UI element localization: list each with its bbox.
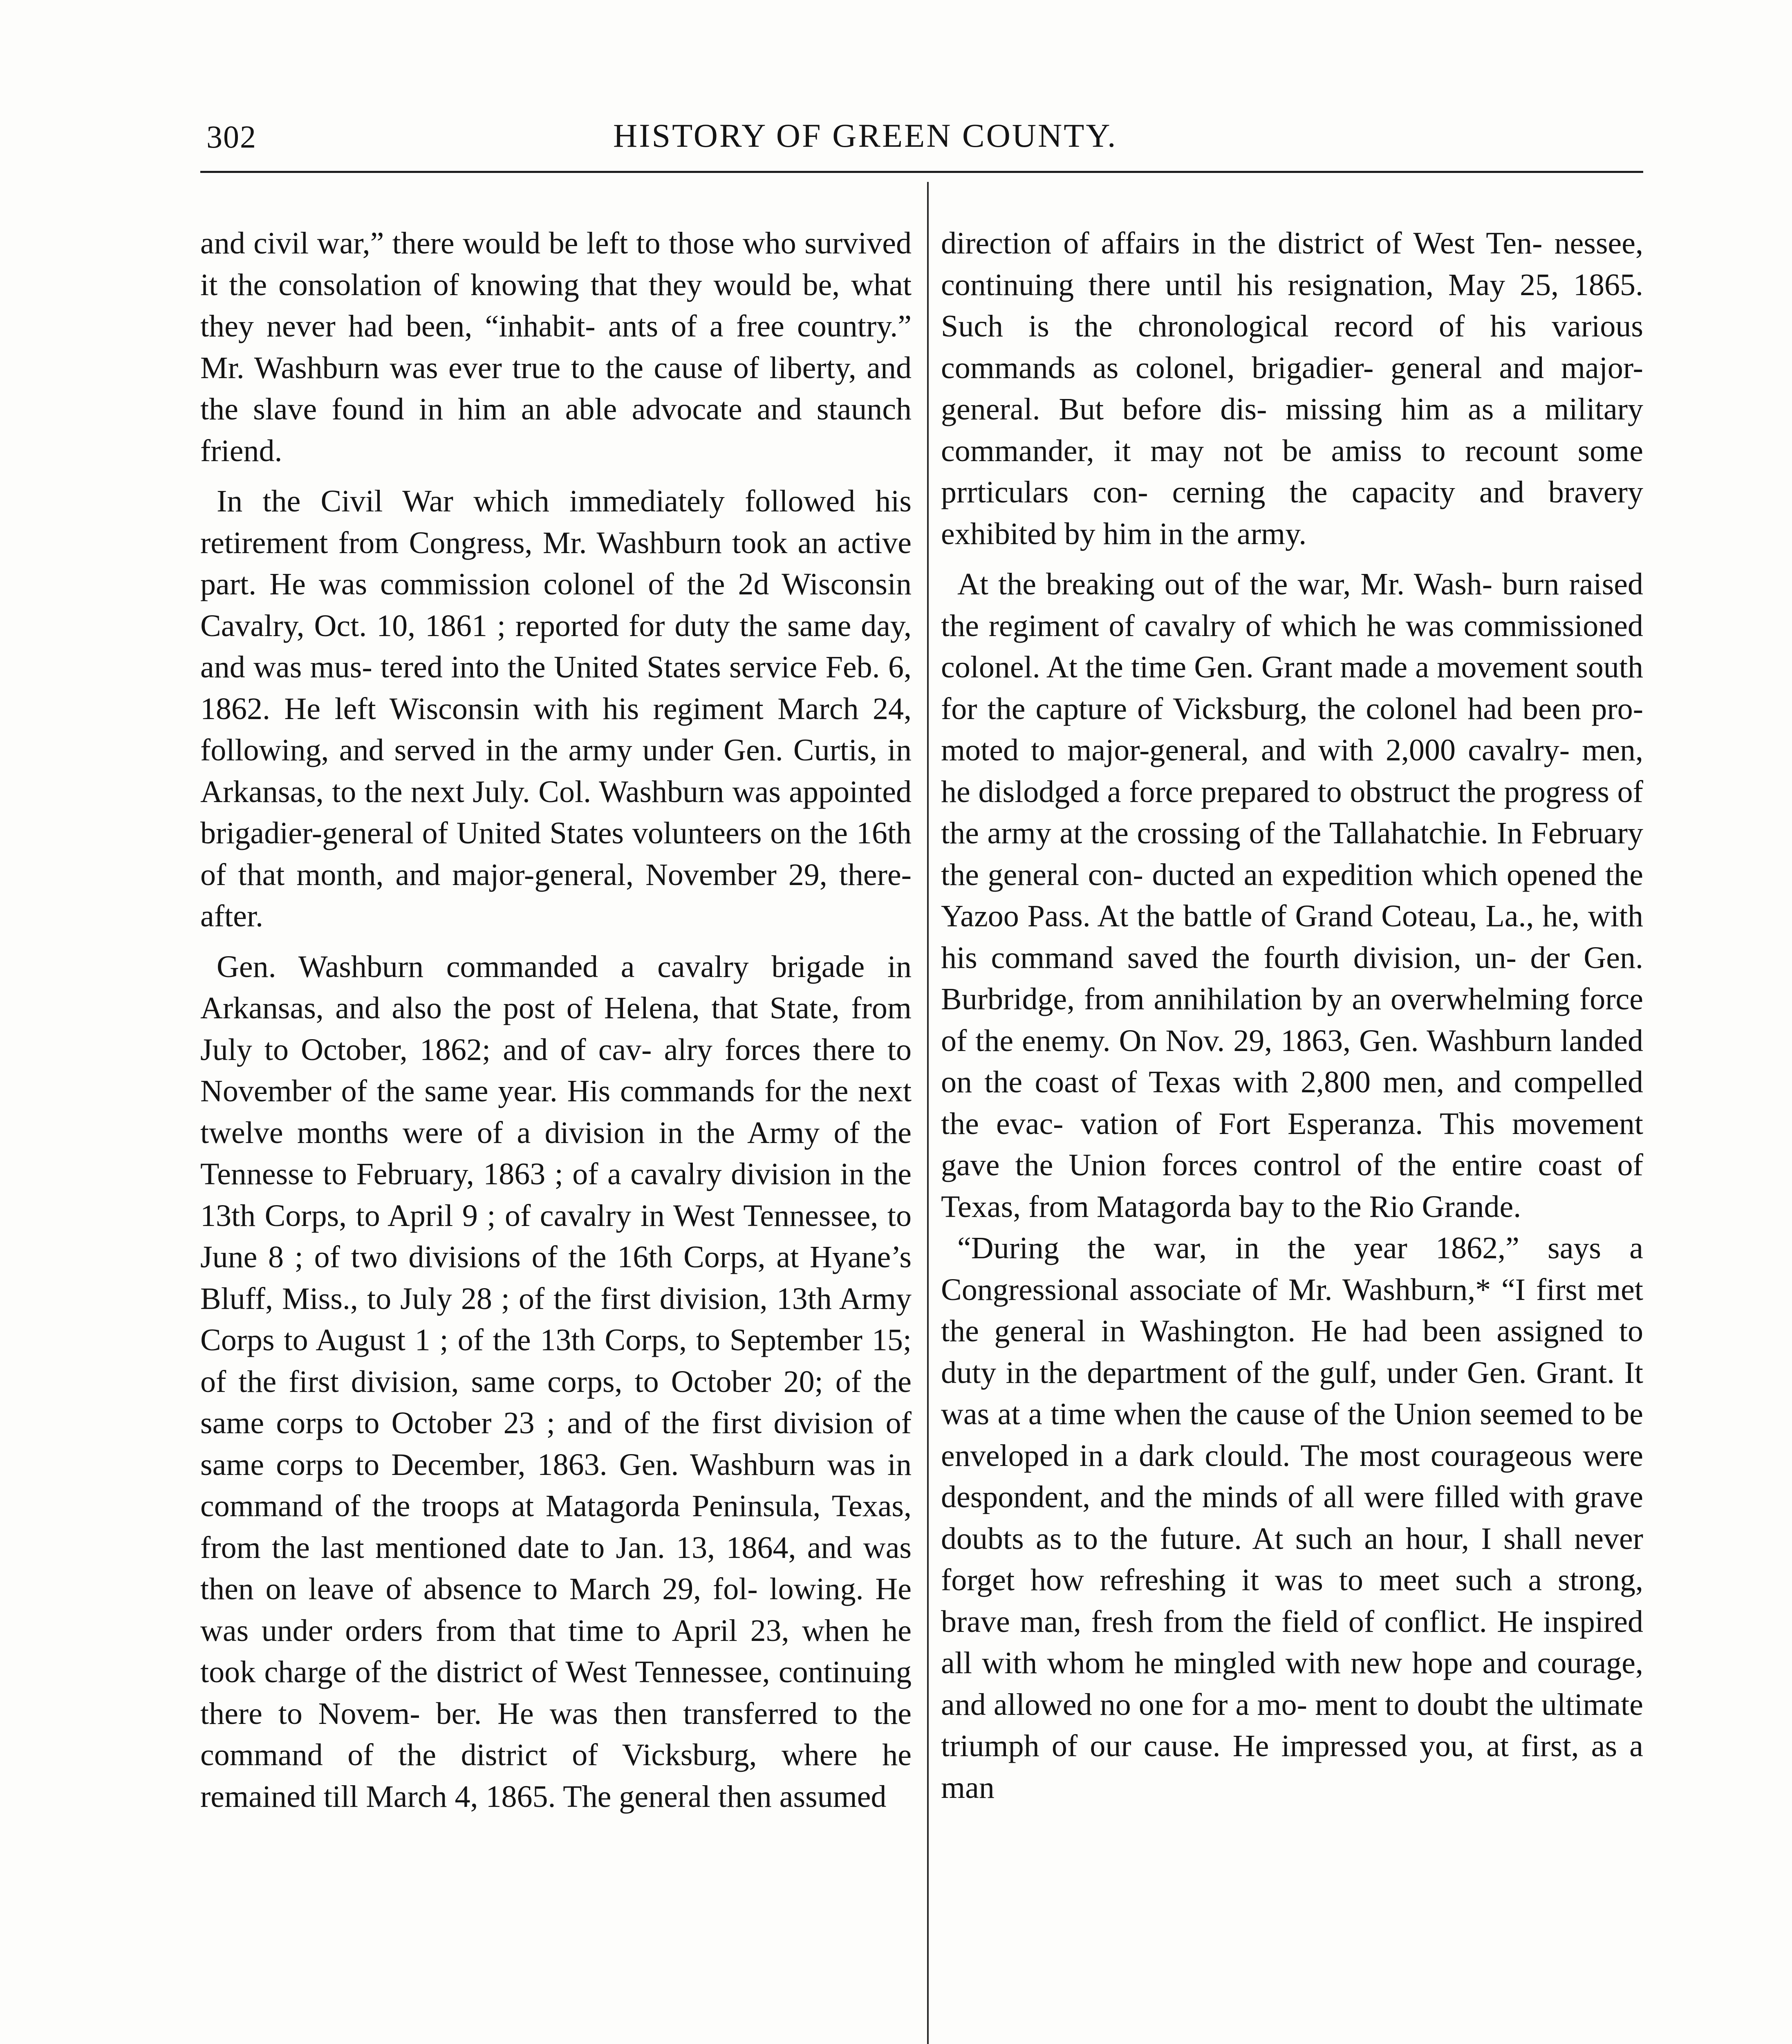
paragraph-left-3: Gen. Washburn commanded a cavalry brigade in Arkansas, and also the post of Helena, that State, from July to October, 1862; and of cav- alry forces there to November of the same year. His commands for the next twelve months were of a division in the Army of the Tennesse to February, 1863 ; of a cavalry division in the 13th Corps, to April 9 ; of cavalry in West Tennessee, to June 8 ; of two divisions of the 16th Corps, at Hyane’s Bluff, Miss., to July 28 ; of the first division, 13th Army Corps to August 1 ; of the 13th Corps, to September 15; of the first division, same corps, to October 20; of the same corps to October 23 ; and of the first division of same corps to December, 1863. Gen. Washburn was in command of the troops at Matagorda Peninsula, Texas, from the last mentioned date to Jan. 13, 1864, and was then on leave of absence to March 29, fol- lowing. He was under orders from that time to April 23, when he took charge of the district of West Tennessee, continuing there to Novem- ber. He was then transferred to the command of the district of Vicksburg, where he remained till March 4, 1865. The general then assumed bbox=[200, 949, 912, 1814]
paragraph-right-3: “During the war, in the year 1862,” says a Congressional associate of Mr. Washburn,* “I first met the general in Washington. He had been assigned to duty in the department of the gulf, under Gen. Grant. It was at a time when the cause of the Union seemed to be enveloped in a dark clould. The most courageous were despondent, and the minds of all were filled with grave doubts as to the future. At such an hour, I shall never forget how refreshing it was to meet such a strong, brave man, fresh from the field of conflict. He inspired all with whom he mingled with new hope and courage, and allowed no one for a mo- ment to doubt the ultimate triumph of our cause. He impressed you, at first, as a man bbox=[941, 1231, 1643, 1805]
page-number: 302 bbox=[206, 119, 257, 155]
header-rule bbox=[200, 171, 1643, 173]
paragraph-right-2: At the breaking out of the war, Mr. Wash- burn raised the regiment of cavalry of which he was commissioned colonel. At the time Gen. Grant made a movement south for the capture of Vicksburg, the colonel had been pro- moted to major-general, and with 2,000 cavalry- men, he dislodged a force prepared to obstruct the progress of the army at the crossing of the Tallahatchie. In February the general con- ducted an expedition which opened the Yazoo Pass. At the battle of Grand Coteau, La., he, with his command saved the fourth division, un- der Gen. Burbridge, from annihilation by an overwhelming force of the enemy. On Nov. 29, 1863, Gen. Washburn landed on the coast of Texas with 2,800 men, and compelled the evac- vation of Fort Esperanza. This movement gave the Union forces control of the entire coast of Texas, from Matagorda bay to the Rio Grande. bbox=[941, 567, 1643, 1224]
paragraph-right-1: direction of affairs in the district of West Ten- nessee, continuing there until his resignation, May 25, 1865. Such is the chronological record of his various commands as colonel, brigadier- general and major-general. But before dis- missing him as a military commander, it may not be amiss to recount some prrticulars con- cerning the capacity and bravery exhibited by him in the army. bbox=[941, 226, 1643, 551]
right-column bbox=[941, 223, 1643, 1809]
left-column bbox=[200, 223, 912, 1818]
column-divider bbox=[927, 182, 929, 2044]
paragraph-left-2: In the Civil War which immediately followed his retirement from Congress, Mr. Washburn took an active part. He was commission colonel of the 2d Wisconsin Cavalry, Oct. 10, 1861 ; reported for duty the same day, and was mus- tered into the United States service Feb. 6, 1862. He left Wisconsin with his regiment March 24, following, and served in the army under Gen. Curtis, in Arkansas, to the next July. Col. Washburn was appointed brigadier-general of United States volunteers on the 16th of that month, and major-general, November 29, there- after. bbox=[200, 484, 912, 933]
running-head-title: HISTORY OF GREEN COUNTY. bbox=[613, 117, 1118, 154]
paragraph-left-1: and civil war,” there would be left to those who survived it the consolation of knowing that they would be, what they never had been, “inhabit- ants of a free country.” Mr. Washburn was ever true to the cause of liberty, and the slave found in him an able advocate and staunch friend. bbox=[200, 226, 912, 468]
